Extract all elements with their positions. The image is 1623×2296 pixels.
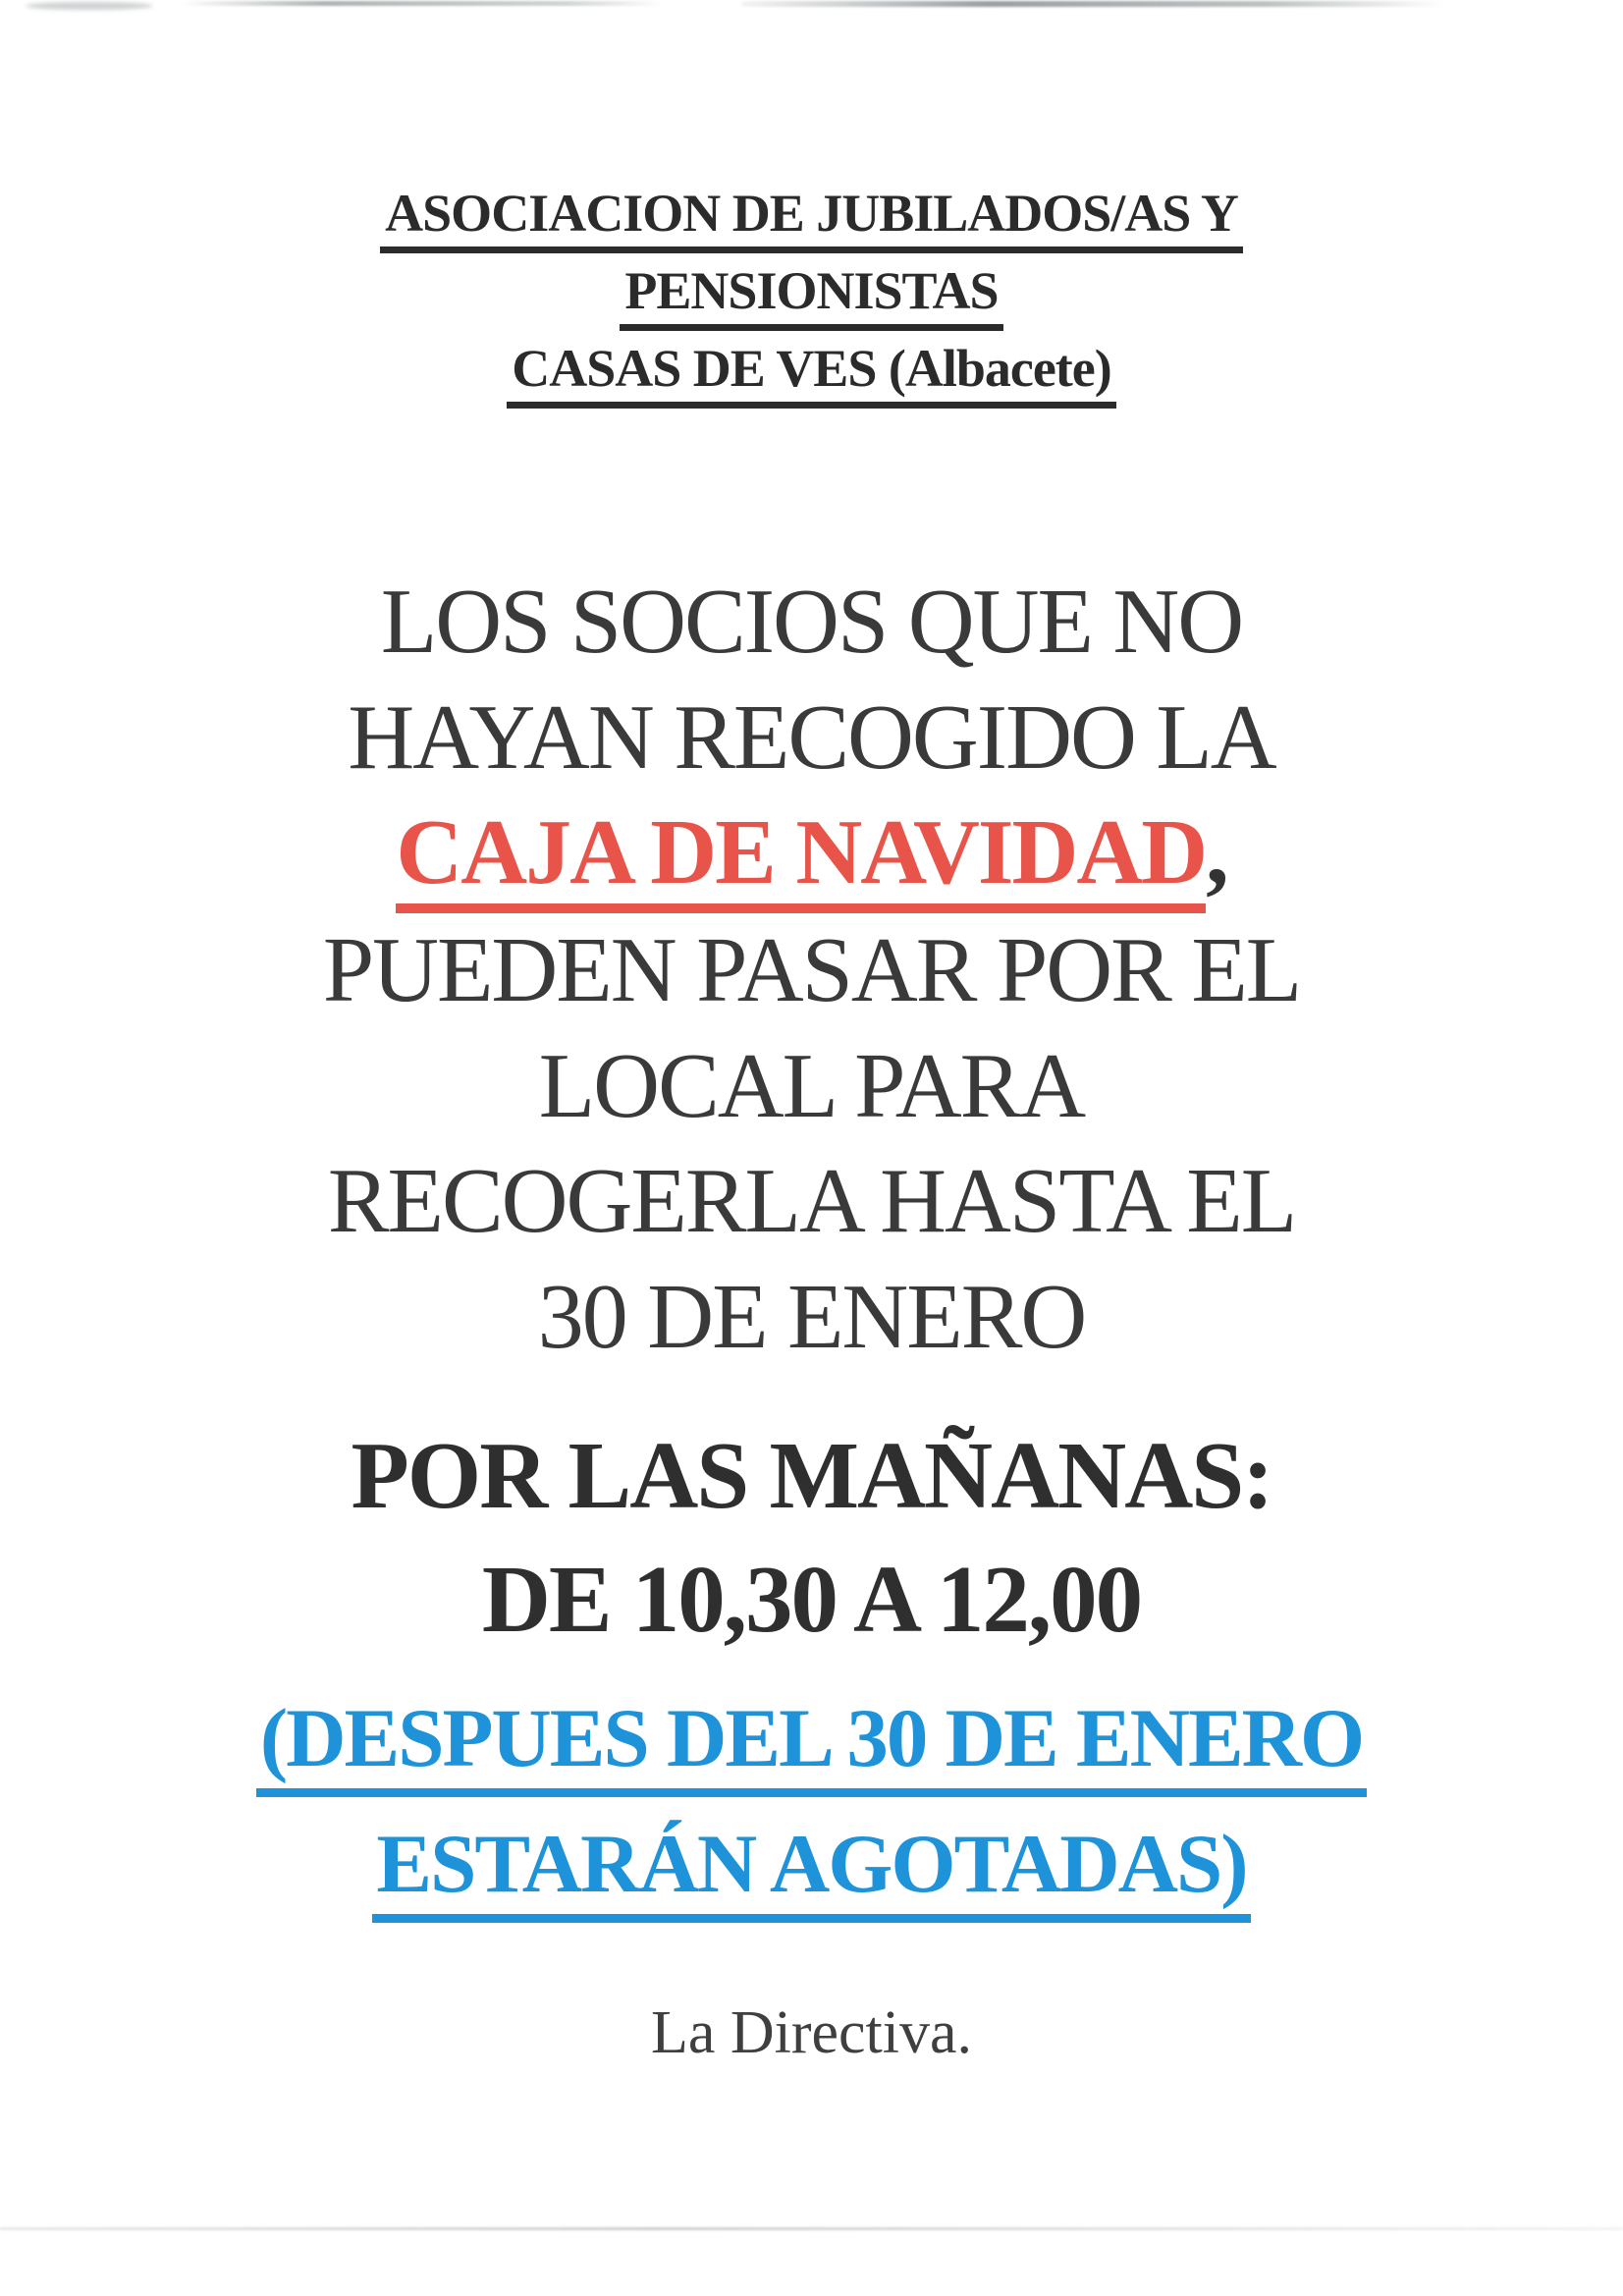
association-name-line-1 [380,184,1243,253]
warning-line-1-text: (DESPUES DEL 30 DE ENERO [256,1697,1367,1797]
notice-line-highlight [323,795,1300,913]
association-location-text: CASAS DE VES (Albacete) [507,342,1116,409]
schedule-line-1: POR LAS MAÑANAS: [351,1423,1272,1528]
christmas-box-highlight: CAJA DE NAVIDAD [396,806,1206,913]
notice-line-5: RECOGERLA HASTA EL [327,1150,1296,1252]
notice-line-4: LOCAL PARA [538,1034,1085,1137]
schedule-section [352,1414,1272,1662]
warning-line-1 [256,1692,1367,1797]
association-header [380,184,1243,419]
warning-section [256,1692,1367,1948]
notice-line-2: HAYAN RECOGIDO LA [348,685,1275,789]
signature: La Directiva. [650,1999,973,2067]
scan-artifact-smudge [26,2,153,10]
schedule-line-2: DE 10,30 A 12,00 [481,1547,1142,1653]
association-name-line-2 [380,261,1243,331]
notice-line-6: 30 DE ENERO [537,1265,1086,1368]
highlight-comma: , [1206,801,1227,903]
scan-artifact-line [741,1,1443,7]
scan-artifact-line [0,2227,1623,2230]
scan-artifact-line [182,1,663,6]
association-location [380,339,1243,409]
notice-line-1: LOS SOCIOS QUE NO [380,571,1243,673]
association-name-line-2-text: PENSIONISTAS [620,264,1002,331]
notice-line-3: PUEDEN PASAR POR EL [322,919,1301,1021]
notice-body [323,565,1300,1375]
warning-line-2-text: ESTARÁN AGOTADAS) [372,1823,1250,1923]
association-name-line-1-text: ASOCIACION DE JUBILADOS/AS Y [380,187,1243,253]
warning-line-2 [256,1818,1367,1923]
